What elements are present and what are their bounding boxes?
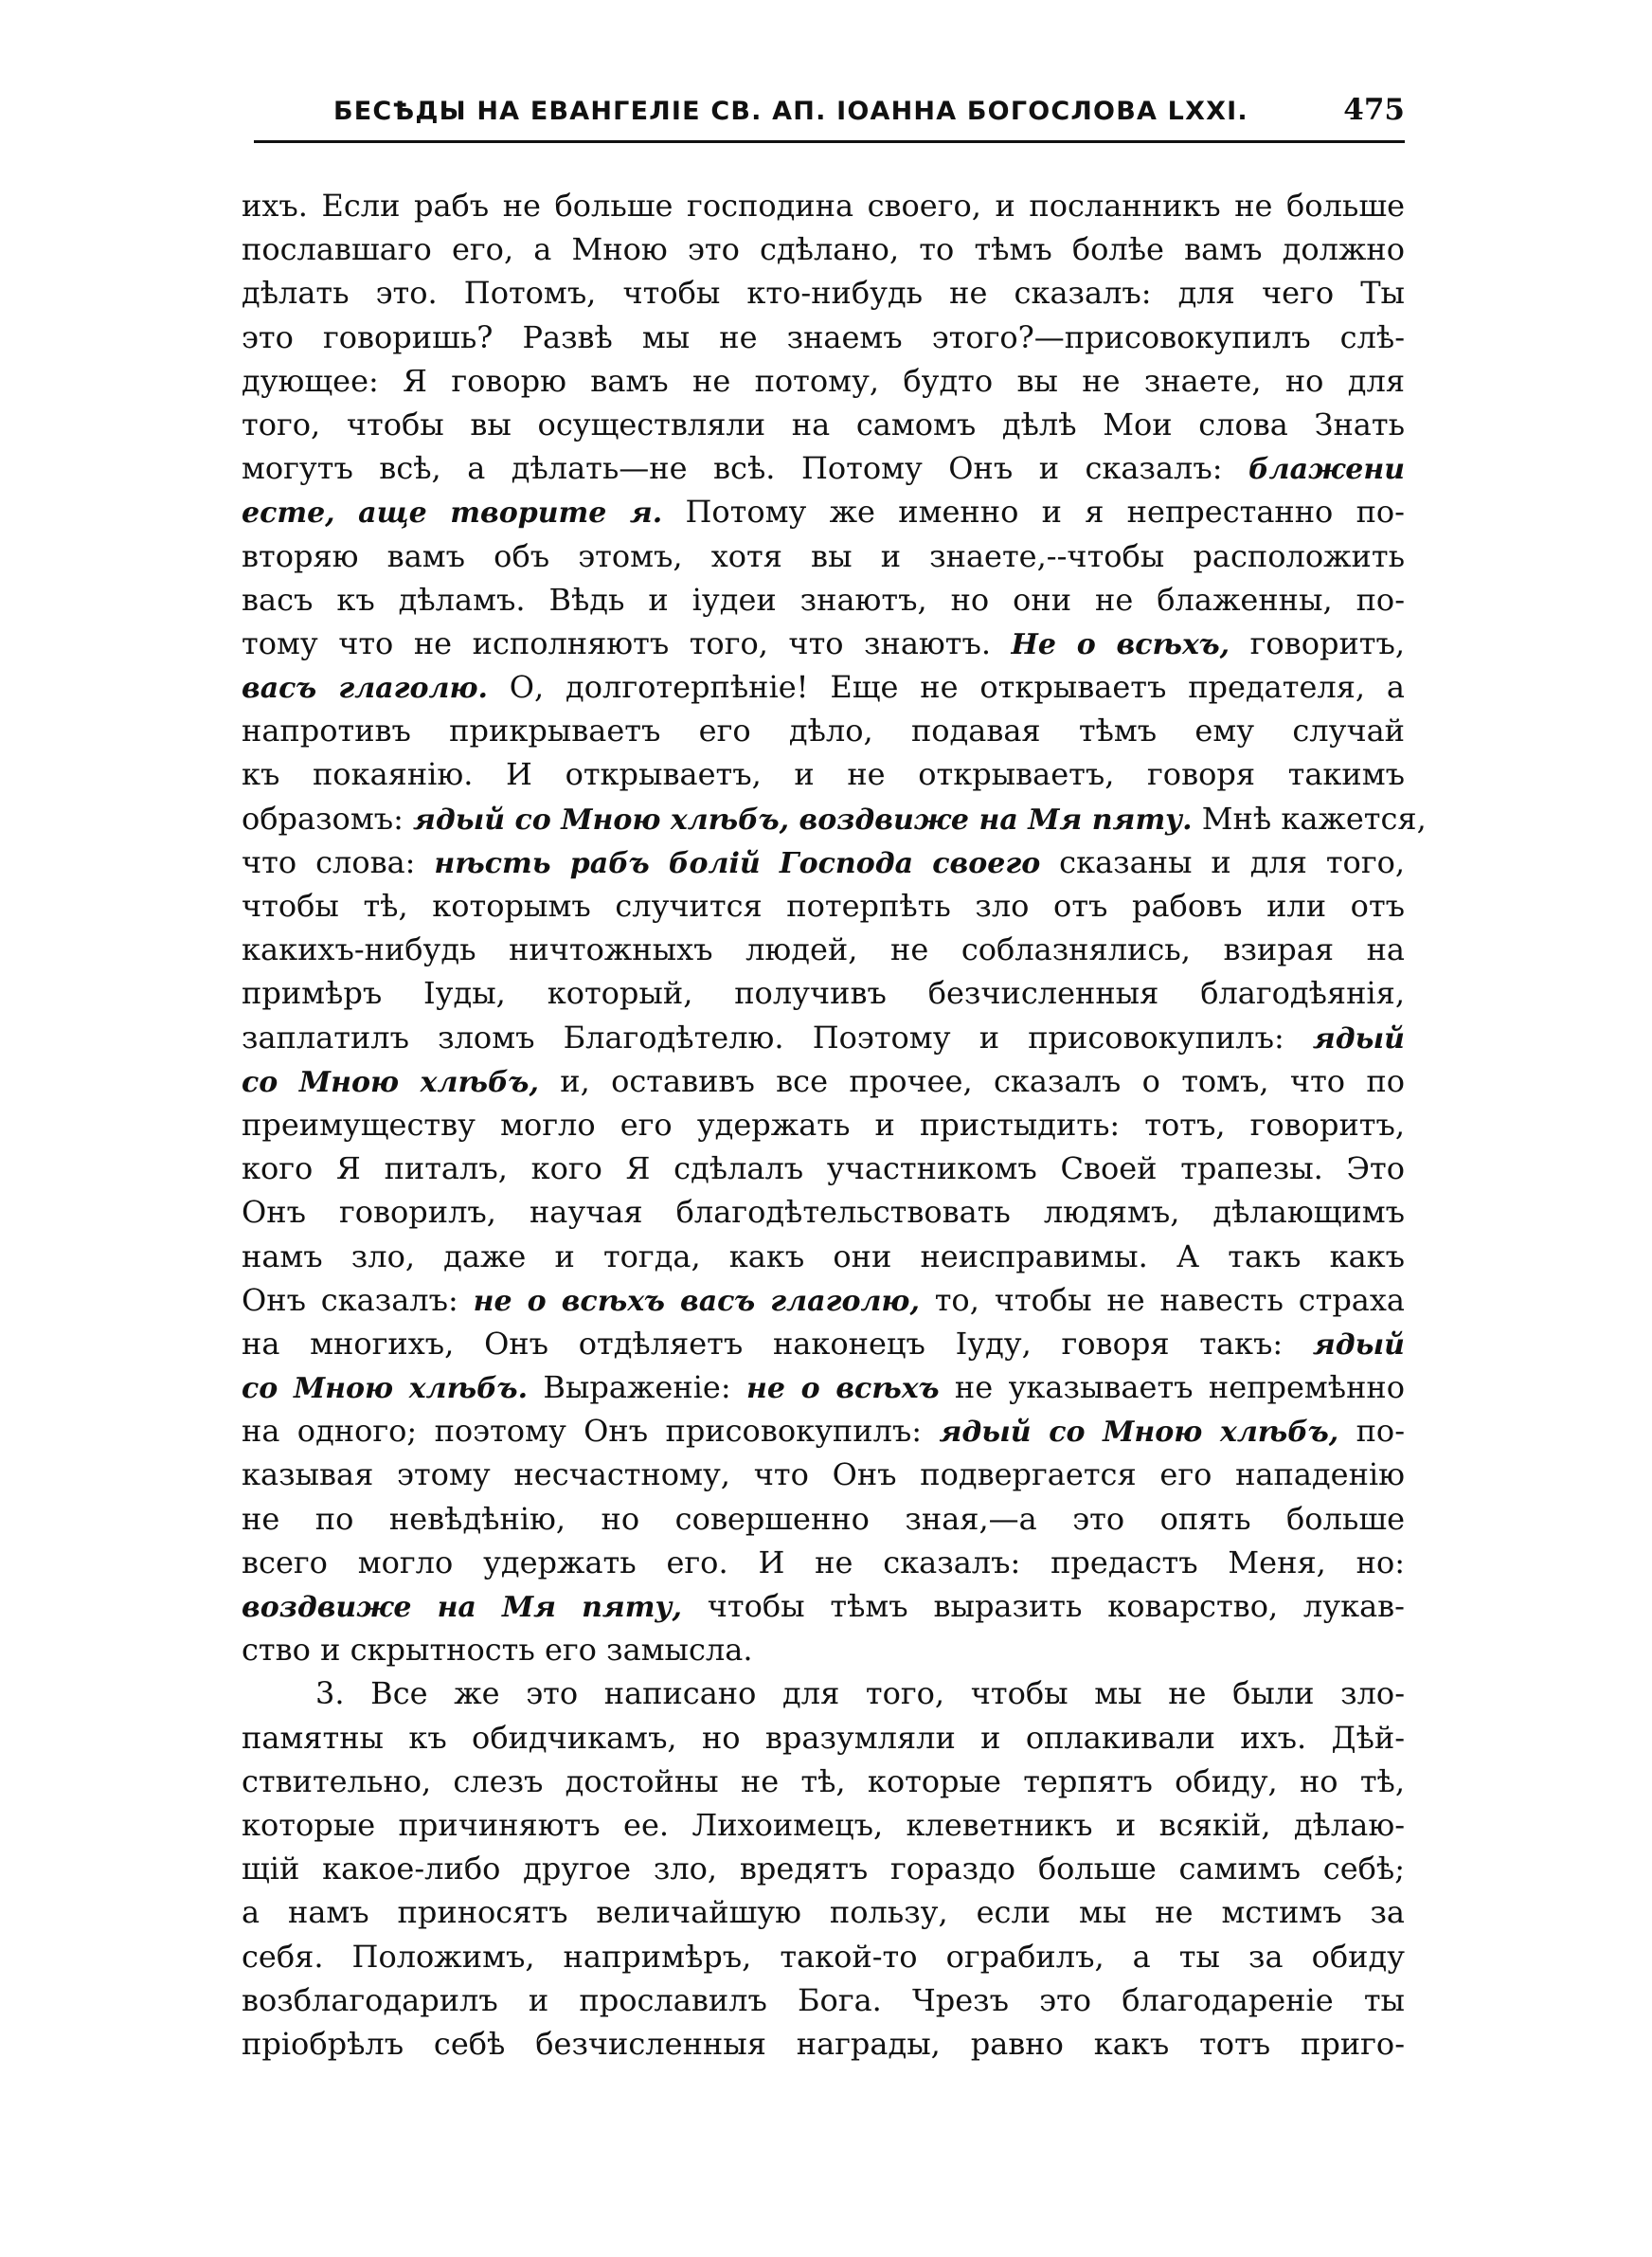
italic-quote: нѣсть рабъ болій Господа своего bbox=[434, 846, 1041, 880]
line-text: заплатилъ зломъ Благодѣтелю. Поэтому и присовокупилъ: bbox=[242, 1019, 1313, 1056]
line-text: могутъ всѣ, а дѣлать—не всѣ. Потому Онъ и сказалъ: bbox=[242, 450, 1248, 487]
text-line bbox=[242, 1671, 1405, 1715]
line-text: себя. Положимъ, напримѣръ, такой-то ограбилъ, а ты за обиду bbox=[242, 1938, 1405, 1975]
text-line bbox=[242, 1935, 1405, 1978]
line-text: ихъ. Если рабъ не больше господина своего, и посланникъ не больше bbox=[242, 188, 1405, 224]
text-line bbox=[242, 403, 1405, 446]
text-line bbox=[242, 578, 1405, 622]
italic-quote: ядый bbox=[1312, 1327, 1405, 1362]
text-line bbox=[242, 884, 1405, 928]
text-line bbox=[242, 1847, 1405, 1890]
line-text: казывая этому несчастному, что Онъ подвергается его нападенію bbox=[242, 1456, 1405, 1493]
text-line bbox=[242, 1278, 1405, 1322]
italic-quote: ядый bbox=[1312, 1021, 1405, 1056]
text-line bbox=[242, 1978, 1405, 2022]
line-text: намъ зло, даже и тогда, какъ они неисправимы. А такъ какъ bbox=[242, 1237, 1405, 1274]
text-line bbox=[242, 1541, 1405, 1584]
text-line bbox=[242, 1628, 1405, 1671]
text-line bbox=[242, 1190, 1405, 1234]
italic-quote: со Мною хлѣбъ, bbox=[242, 1065, 539, 1099]
line-text: Выраженіе: bbox=[528, 1369, 747, 1406]
text-line bbox=[242, 490, 1405, 533]
body-text bbox=[242, 184, 1427, 2066]
line-text: 3. Все же это написано для того, чтобы мы не были зло- bbox=[315, 1675, 1405, 1712]
line-text: преимуществу могло его удержать и пристыдить: тотъ, говоритъ, bbox=[242, 1106, 1405, 1143]
line-text: чтобы тѣмъ выразить коварство, лукав- bbox=[681, 1588, 1405, 1624]
text-line bbox=[242, 359, 1405, 403]
italic-quote: блажени bbox=[1248, 453, 1405, 487]
text-line bbox=[242, 1803, 1405, 1847]
text-line bbox=[242, 227, 1405, 271]
line-text: къ покаянію. И открываетъ, и не открываетъ, говоря такимъ bbox=[242, 756, 1405, 793]
text-line bbox=[242, 752, 1405, 796]
line-text: образомъ: bbox=[242, 800, 414, 837]
line-text: ствительно, слезъ достойны не тѣ, которые терпятъ обиду, но тѣ, bbox=[242, 1762, 1405, 1799]
line-text: не по невѣдѣнію, но совершенно зная,—а это опять больше bbox=[242, 1500, 1405, 1537]
text-line bbox=[242, 1365, 1405, 1409]
page-number: 475 bbox=[1343, 93, 1405, 127]
italic-quote: не о всѣхъ васъ глаголю, bbox=[473, 1284, 920, 1318]
line-text: примѣръ Іуды, который, получивъ безчисленныя благодѣянія, bbox=[242, 975, 1405, 1012]
line-text: всего могло удержать его. И не сказалъ: предастъ Меня, но: bbox=[242, 1544, 1405, 1580]
text-line bbox=[242, 797, 1427, 840]
italic-quote: не о всѣхъ bbox=[746, 1372, 940, 1406]
line-text: то, чтобы не навесть страха bbox=[919, 1281, 1406, 1318]
line-text: чтобы тѣ, которымъ случится потерпѣть зло отъ рабовъ или отъ bbox=[242, 888, 1405, 924]
text-line bbox=[242, 1235, 1405, 1278]
text-line bbox=[242, 1409, 1405, 1453]
text-line bbox=[242, 1890, 1405, 1934]
line-text: того, чтобы вы осуществляли на самомъ дѣлѣ Мои слова Знать bbox=[242, 406, 1405, 442]
text-line bbox=[242, 184, 1405, 227]
text-line bbox=[242, 271, 1405, 315]
italic-quote: васъ глаголю. bbox=[242, 672, 488, 706]
text-line bbox=[242, 971, 1405, 1015]
line-text: по- bbox=[1338, 1413, 1406, 1450]
text-line bbox=[242, 1584, 1405, 1628]
line-text: тому что не исполняютъ того, что знаютъ. bbox=[242, 624, 1012, 661]
italic-quote: ядый со Мною хлѣбъ, bbox=[939, 1416, 1339, 1450]
header-rule bbox=[254, 140, 1405, 143]
line-text: Онъ сказалъ: bbox=[242, 1281, 474, 1318]
text-line bbox=[242, 446, 1405, 490]
text-line bbox=[242, 1716, 1405, 1760]
text-line bbox=[242, 1059, 1405, 1103]
text-line bbox=[242, 665, 1405, 709]
italic-quote: воздвиже на Мя пяту, bbox=[242, 1591, 682, 1624]
line-text: на многихъ, Онъ отдѣляетъ наконецъ Іуду, говоря такъ: bbox=[242, 1325, 1313, 1362]
running-head bbox=[254, 93, 1405, 140]
italic-quote: ядый со Мною хлѣбъ, воздвиже на Мя пяту. bbox=[413, 803, 1193, 837]
line-text: говоритъ, bbox=[1230, 624, 1406, 661]
line-text: щій какое-либо другое зло, вредятъ гораздо больше самимъ себѣ; bbox=[242, 1851, 1405, 1887]
line-text: и, оставивъ все прочее, сказалъ о томъ, что по bbox=[538, 1062, 1406, 1099]
line-text: не указываетъ непремѣнно bbox=[939, 1369, 1406, 1406]
text-line bbox=[242, 1322, 1405, 1365]
line-text: пріобрѣлъ себѣ безчисленныя награды, равно какъ тотъ приго- bbox=[242, 2025, 1405, 2062]
running-title: БЕСѢДЫ НА ЕВАНГЕЛІЕ СВ. АП. ІОАННА БОГОСЛОВА LXXI. bbox=[333, 97, 1248, 126]
line-text: на одного; поэтому Онъ присовокупилъ: bbox=[242, 1413, 940, 1450]
text-line bbox=[242, 2022, 1405, 2066]
line-text: сказаны и для того, bbox=[1040, 843, 1406, 880]
text-line bbox=[242, 709, 1405, 752]
italic-quote: Не о всѣхъ, bbox=[1011, 627, 1230, 661]
text-line bbox=[242, 622, 1405, 665]
line-text: какихъ-нибудь ничтожныхъ людей, не соблазнялись, взирая на bbox=[242, 931, 1405, 968]
line-text: Онъ говорилъ, научая благодѣтельствовать людямъ, дѣлающимъ bbox=[242, 1194, 1405, 1231]
text-line bbox=[242, 1760, 1405, 1803]
line-text: а намъ приносятъ величайшую пользу, если мы не мстимъ за bbox=[242, 1894, 1405, 1931]
line-text: вторяю вамъ объ этомъ, хотя вы и знаете,--чтобы расположить bbox=[242, 537, 1405, 574]
line-text: О, долготерпѣніе! Еще не открываетъ предателя, а bbox=[487, 669, 1406, 706]
line-text: это говоришь? Развѣ мы не знаемъ этого?—присовокупилъ слѣ- bbox=[242, 318, 1405, 355]
text-line bbox=[242, 1453, 1405, 1496]
line-text: дующее: Я говорю вамъ не потому, будто вы не знаете, но для bbox=[242, 362, 1405, 399]
line-text: которые причиняютъ ее. Лихоимецъ, клеветникъ и всякій, дѣлаю- bbox=[242, 1806, 1405, 1843]
italic-quote: есте, аще творите я. bbox=[242, 497, 663, 531]
line-text: дѣлать это. Потомъ, чтобы кто-нибудь не сказалъ: для чего Ты bbox=[242, 275, 1405, 312]
line-text: памятны къ обидчикамъ, но вразумляли и оплакивали ихъ. Дѣй- bbox=[242, 1719, 1405, 1756]
line-text: напротивъ прикрываетъ его дѣло, подавая тѣмъ ему случай bbox=[242, 713, 1405, 749]
line-text: пославшаго его, а Мною это сдѣлано, то тѣмъ болѣе вамъ должно bbox=[242, 231, 1405, 268]
line-text: кого Я питалъ, кого Я сдѣлалъ участникомъ Своей трапезы. Это bbox=[242, 1150, 1405, 1187]
line-text: возблагодарилъ и прославилъ Бога. Чрезъ это благодареніе ты bbox=[242, 1981, 1405, 2018]
text-line bbox=[242, 1103, 1405, 1147]
text-line bbox=[242, 1147, 1405, 1190]
text-line bbox=[242, 316, 1405, 359]
italic-quote: со Мною хлѣбъ. bbox=[242, 1372, 529, 1406]
line-text: Мнѣ кажется, bbox=[1192, 800, 1427, 837]
text-line bbox=[242, 928, 1405, 971]
line-text: что слова: bbox=[242, 843, 435, 880]
line-text: Потому же именно и я непрестанно по- bbox=[662, 494, 1405, 531]
text-line bbox=[242, 840, 1405, 884]
line-text: васъ къ дѣламъ. Вѣдь и іудеи знаютъ, но они не блаженны, по- bbox=[242, 581, 1405, 618]
text-line bbox=[242, 534, 1405, 578]
line-text: ство и скрытность его замысла. bbox=[242, 1632, 753, 1669]
text-line bbox=[242, 1016, 1405, 1059]
text-line bbox=[242, 1497, 1405, 1541]
